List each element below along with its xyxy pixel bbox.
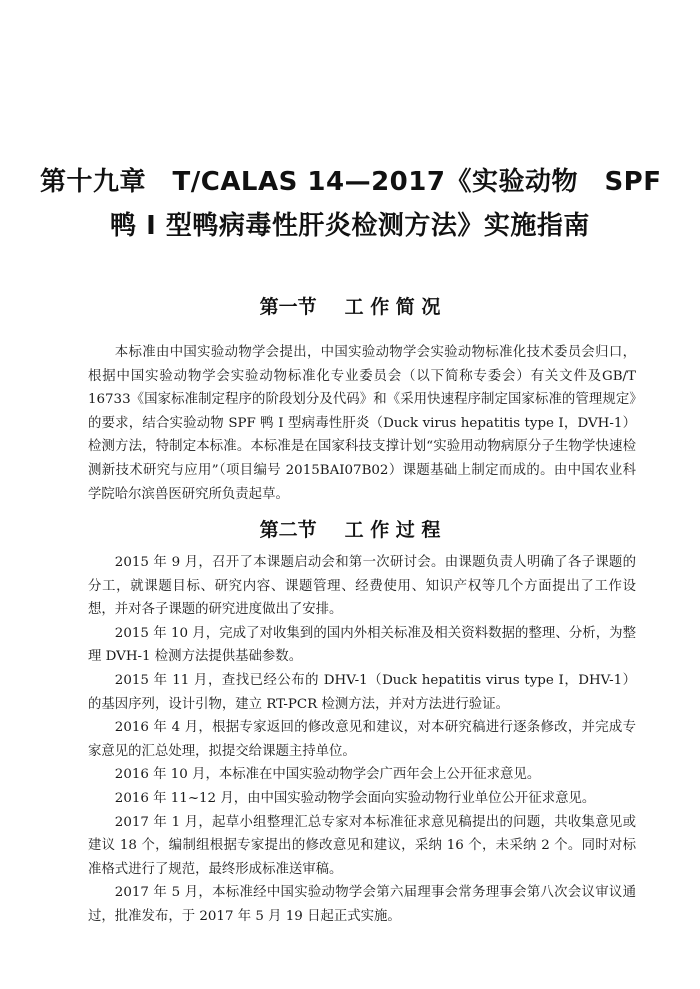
- section-1-title: 工 作 简 况: [344, 296, 441, 318]
- chapter-title-line-1: 第十九章 T/CALAS 14—2017《实验动物 SPF: [40, 167, 662, 197]
- paragraph: 2017 年 5 月，本标准经中国实验动物学会第六届理事会常务理事会第八次会议审议通过，批准发布，于 2017 年 5 月 19 日起正式实施。: [88, 885, 636, 924]
- section-1-body: [88, 341, 636, 506]
- paragraph: 2015 年 9 月，召开了本课题启动会和第一次研讨会。由课题负责人明确了各子课题的分工，就课题目标、研究内容、课题管理、经费使用、知识产权等几个方面提出了工作设想，并对各子课题的研究进度做出了安排。: [88, 555, 636, 618]
- section-2-number: 第二节: [259, 519, 317, 541]
- paragraph: 2017 年 1 月，起草小组整理汇总专家对本标准征求意见稿提出的问题，共收集意见或建议 18 个，编制组根据专家提出的修改意见和建议，采纳 16 个，未采纳 2 个。同时对标准格式进行了规范，最终形成标准送审稿。: [88, 814, 636, 877]
- chapter-title-line-2: 鸭 I 型鸭病毒性肝炎检测方法》实施指南: [110, 211, 590, 241]
- section-2-title: 工 作 过 程: [344, 519, 441, 541]
- paragraph: 2016 年 10 月，本标准在中国实验动物学会广西年会上公开征求意见。: [114, 767, 541, 783]
- paragraph: 2015 年 10 月，完成了对收集到的国内外相关标准及相关资料数据的整理、分析，为整理 DVH-1 检测方法提供基础参数。: [88, 625, 636, 665]
- section-2-heading: [0, 515, 700, 542]
- section-2-body: [88, 551, 636, 929]
- paragraph: 2015 年 11 月，查找已经公布的 DHV-1（Duck hepatitis virus type I，DHV-1）的基因序列，设计引物，建立 RT-PCR 检测方法，并对方法进行验证。: [88, 672, 636, 712]
- section-1-number: 第一节: [259, 296, 317, 318]
- paragraph: 本标准由中国实验动物学会提出，中国实验动物学会实验动物标准化技术委员会归口，根据中国实验动物学会实验动物标准化专业委员会（以下简称专委会）有关文件及GB/T 16733《国家标准制定程序的阶段划分及代码》和《采用快速程序制定国家标准的管理规定》的要求，结合实验动物 SPF 鸭 I 型病毒性肝炎（Duck virus hepatitis type I，DVH-1）检测方法，特制定本标准。本标准是在国家科技支撑计划“实验用动物病原分子生物学快速检测新技术研究与应用”（项目编号 2015BAI07B02）课题基础上制定而成的。由中国农业科学院哈尔滨兽医研究所负责起草。: [88, 345, 636, 502]
- paragraph: 2016 年 11~12 月，由中国实验动物学会面向实验动物行业单位公开征求意见。: [114, 790, 596, 806]
- section-1-heading: [0, 292, 700, 319]
- chapter-title: [40, 160, 660, 248]
- paragraph: 2016 年 4 月，根据专家返回的修改意见和建议，对本研究稿进行逐条修改，并完成专家意见的汇总处理，拟提交给课题主持单位。: [88, 720, 636, 759]
